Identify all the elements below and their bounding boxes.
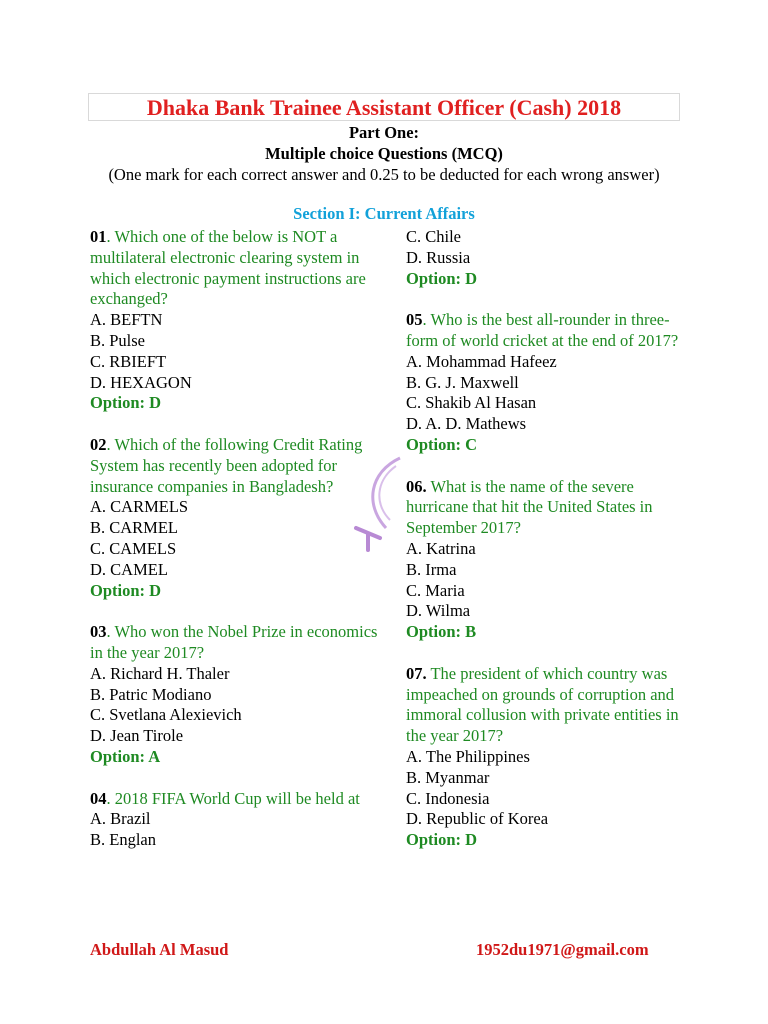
option: C. Indonesia bbox=[406, 788, 490, 808]
question-text bbox=[90, 227, 380, 310]
question-stem: . Who is the best all-rounder in three-form of world cricket at the end of 2017? bbox=[406, 310, 679, 350]
question-block bbox=[406, 310, 696, 456]
question-number: 04 bbox=[90, 788, 107, 808]
question-number: 01 bbox=[90, 227, 107, 246]
answer: Option: C bbox=[406, 434, 478, 454]
question-block bbox=[90, 789, 380, 851]
question-stem: . Who won the Nobel Prize in economics in the year 2017? bbox=[90, 622, 378, 662]
question-text bbox=[406, 310, 696, 352]
option: A. Mohammad Hafeez bbox=[406, 351, 557, 371]
option: D. Republic of Korea bbox=[406, 809, 549, 829]
option: A. BEFTN bbox=[90, 310, 163, 330]
option: C. Maria bbox=[406, 580, 465, 600]
question-stem: What is the name of the severe hurricane that hit the United States in September 2017? bbox=[406, 476, 653, 538]
option: A. The Philippines bbox=[406, 746, 530, 766]
footer-email: 1952du1971@gmail.com bbox=[476, 940, 649, 959]
option: A. Brazil bbox=[90, 809, 151, 829]
question-text bbox=[406, 664, 696, 747]
question-block bbox=[90, 227, 380, 414]
answer: Option: A bbox=[90, 746, 161, 766]
option: C. Chile bbox=[406, 227, 462, 246]
option: C. Shakib Al Hasan bbox=[406, 393, 537, 413]
question-number: 03 bbox=[90, 622, 107, 642]
question-text bbox=[90, 435, 380, 497]
question-stem: The president of which country was impeached on grounds of corruption and immoral collusion with private entities in the year 2017? bbox=[406, 663, 679, 746]
option: D. Wilma bbox=[406, 601, 471, 621]
part-heading: Part One: bbox=[348, 123, 420, 142]
question-text bbox=[406, 477, 696, 539]
question-block bbox=[406, 664, 696, 851]
section-heading: Section I: Current Affairs bbox=[293, 204, 475, 223]
question-text bbox=[90, 789, 380, 810]
option: B. CARMEL bbox=[90, 518, 179, 538]
option: A. CARMELS bbox=[90, 497, 189, 517]
option: B. Patric Modiano bbox=[90, 684, 212, 704]
option: A. Richard H. Thaler bbox=[90, 663, 230, 683]
option: D. CAMEL bbox=[90, 559, 168, 579]
footer-author: Abdullah Al Masud bbox=[90, 940, 229, 959]
question-number: 06. bbox=[406, 476, 427, 496]
question-stem: . Which of the following Credit Rating System has recently been adopted for insurance companies in Bangladesh? bbox=[90, 434, 363, 496]
option: B. Myanmar bbox=[406, 767, 490, 787]
option: B. G. J. Maxwell bbox=[406, 372, 519, 392]
left-column bbox=[90, 227, 380, 851]
answer: Option: D bbox=[406, 830, 478, 850]
answer: Option: D bbox=[90, 580, 162, 600]
answer: Option: D bbox=[90, 393, 162, 413]
option: D. Russia bbox=[406, 247, 471, 267]
question-number: 07. bbox=[406, 663, 427, 683]
option: B. Irma bbox=[406, 559, 457, 579]
question-number: 05 bbox=[406, 310, 423, 330]
question-block bbox=[406, 477, 696, 643]
answer: Option: D bbox=[406, 268, 478, 288]
option: C. CAMELS bbox=[90, 538, 177, 558]
question-stem: . Which one of the below is NOT a multilateral electronic clearing system in which electronic payment instructions are exchanged? bbox=[90, 227, 366, 309]
answer: Option: B bbox=[406, 622, 477, 642]
option: B. Pulse bbox=[90, 330, 146, 350]
option: D. A. D. Mathews bbox=[406, 414, 527, 434]
option: C. RBIEFT bbox=[90, 351, 167, 371]
option: C. Svetlana Alexievich bbox=[90, 705, 242, 725]
option: B. Englan bbox=[90, 830, 156, 850]
right-column bbox=[406, 227, 696, 851]
question-text bbox=[90, 622, 380, 664]
question-block bbox=[90, 622, 380, 768]
question-block-continued bbox=[406, 227, 696, 289]
option: A. Katrina bbox=[406, 538, 476, 558]
marking-instructions: (One mark for each correct answer and 0.25 to be deducted for each wrong answer) bbox=[108, 165, 660, 184]
mcq-heading: Multiple choice Questions (MCQ) bbox=[265, 144, 503, 163]
question-stem: . 2018 FIFA World Cup will be held at bbox=[106, 788, 360, 808]
question-block bbox=[90, 435, 380, 601]
question-number: 02 bbox=[90, 434, 107, 454]
option: D. HEXAGON bbox=[90, 372, 192, 392]
page-title: Dhaka Bank Trainee Assistant Officer (Cash) 2018 bbox=[146, 95, 622, 120]
option: D. Jean Tirole bbox=[90, 726, 184, 746]
